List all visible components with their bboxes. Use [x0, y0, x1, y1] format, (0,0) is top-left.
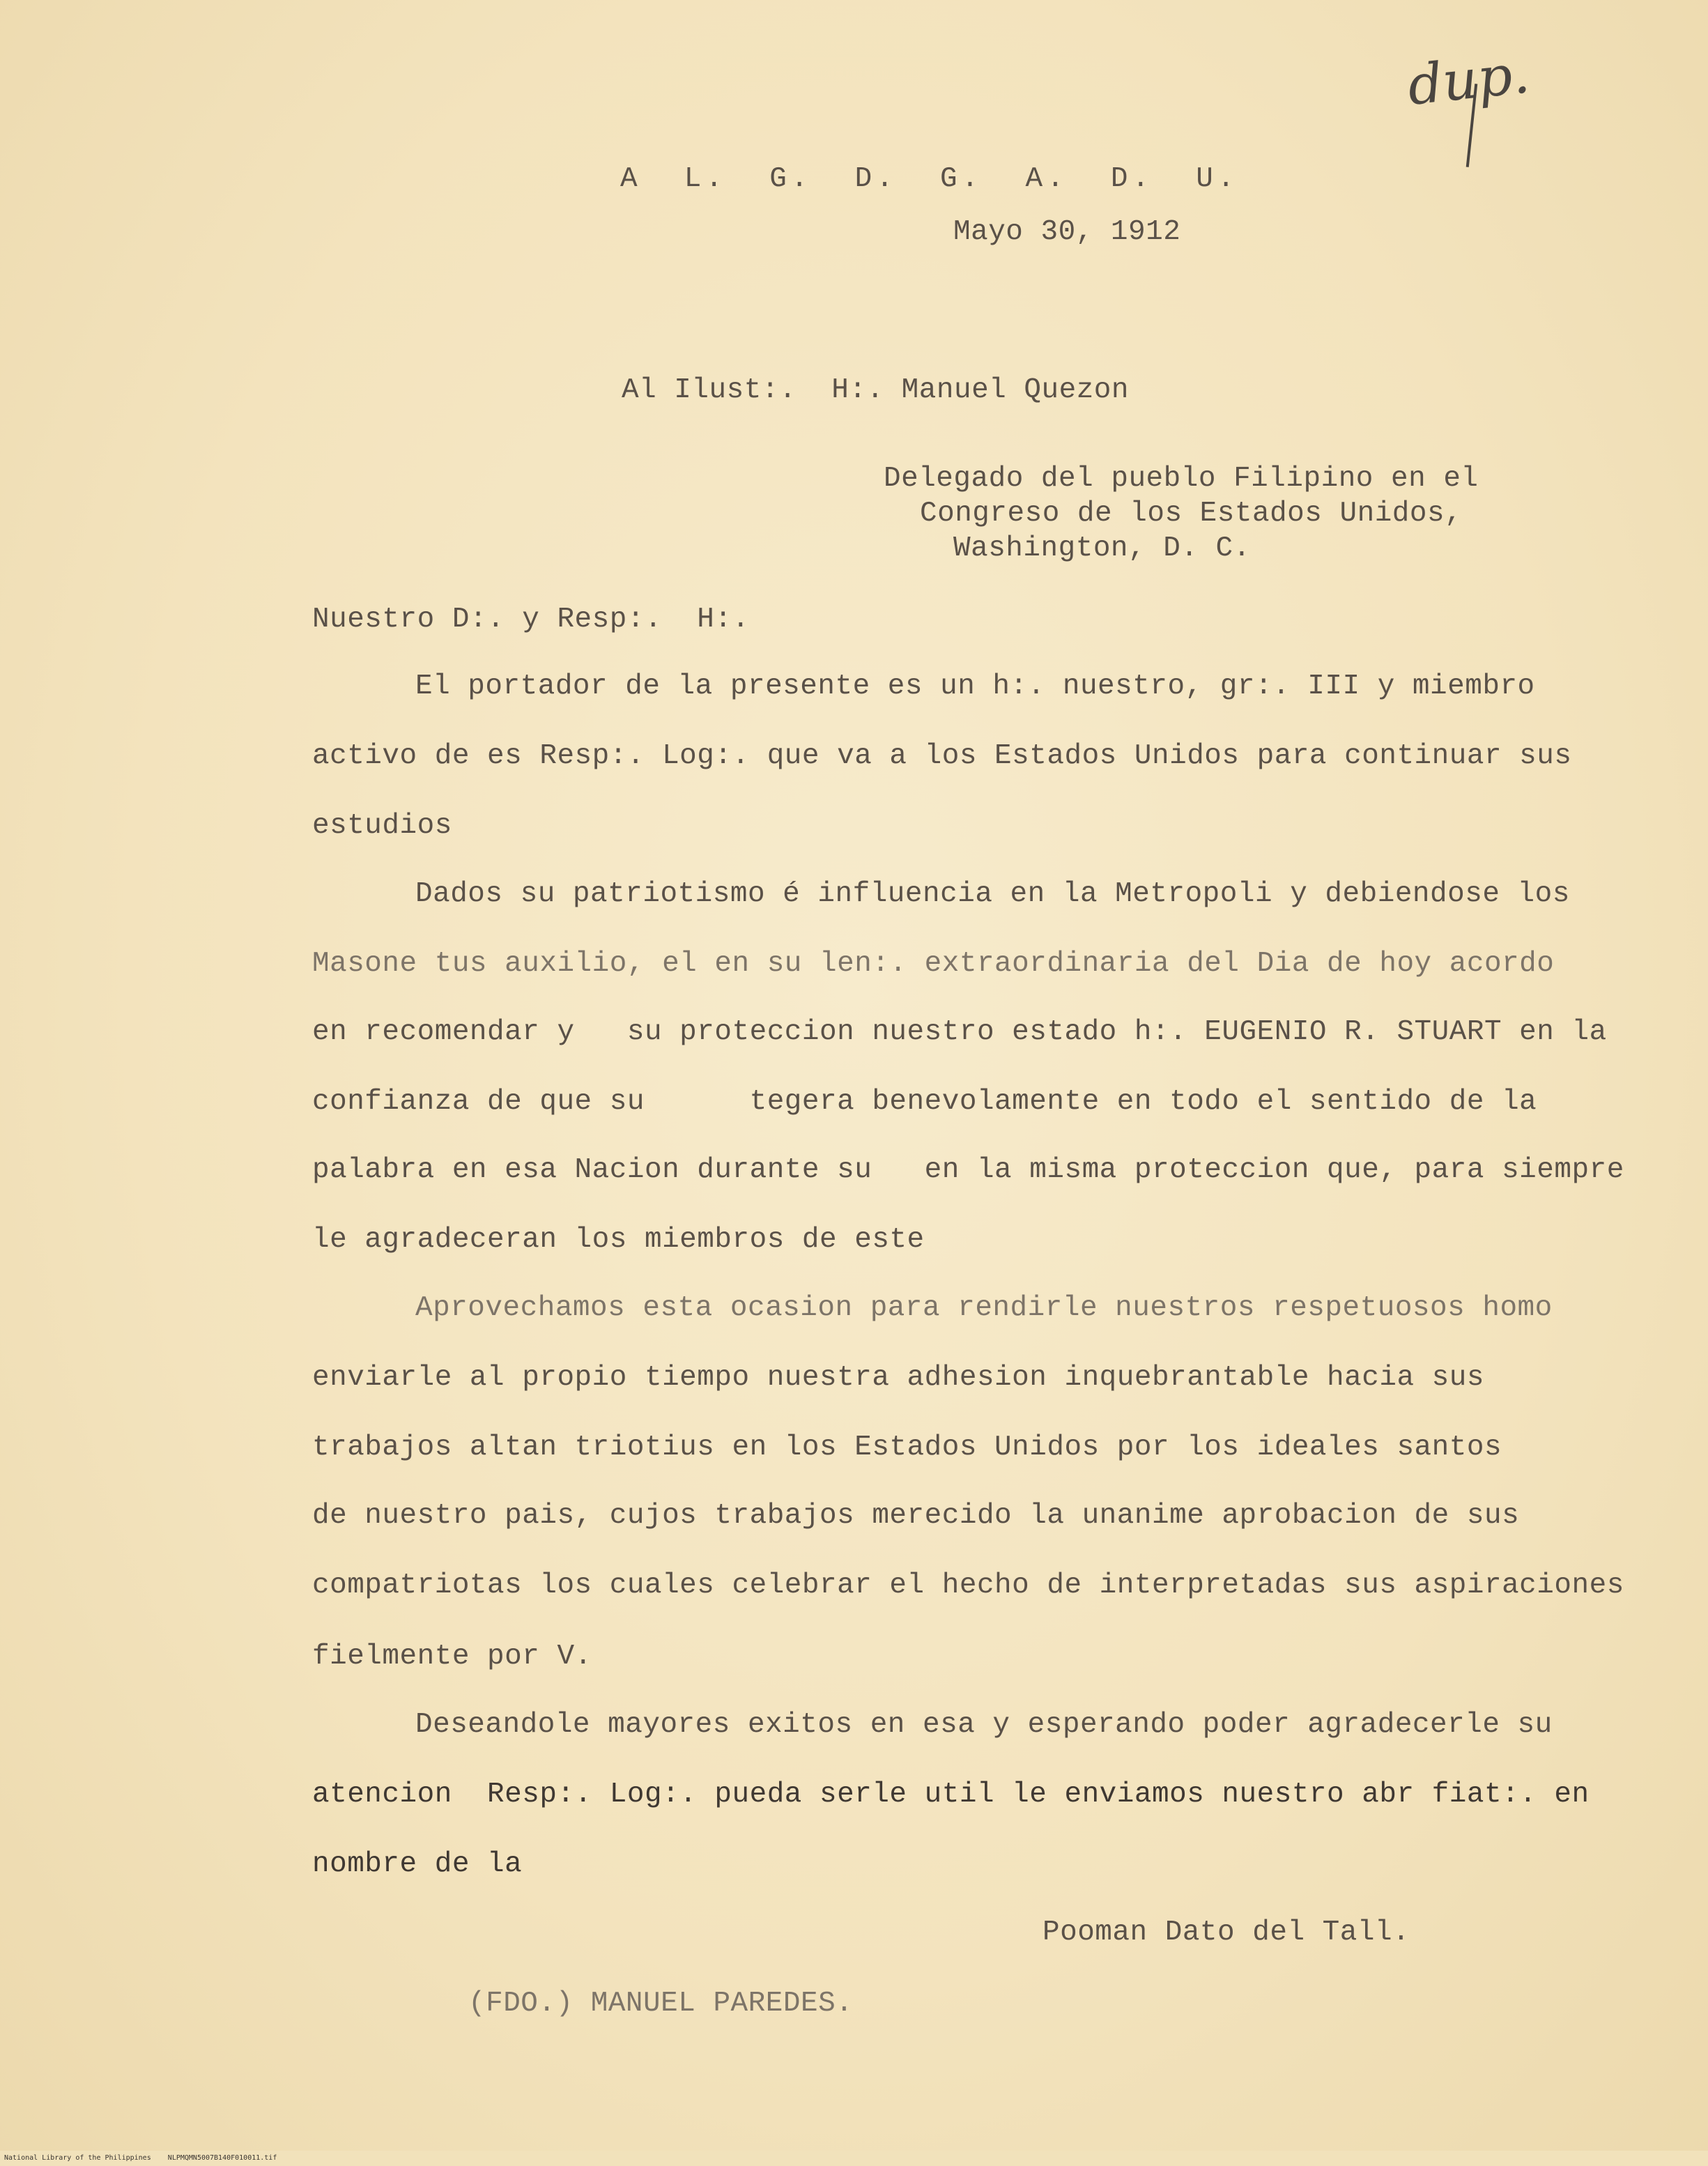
header-initials: A L. G. D. G. A. D. U.	[620, 163, 1239, 195]
body-line-10: Aprovechamos esta ocasion para rendirle nuestros respetuosos homo	[415, 1292, 1553, 1324]
addressee-title-line-3: Washington, D. C.	[953, 532, 1251, 564]
body-line-9: le agradeceran los miembros de este	[312, 1224, 925, 1256]
body-line-5: Masone tus auxilio, el en su len:. extraordinaria del Dia de hoy acordo	[312, 948, 1555, 980]
body-line-16: Deseandole mayores exitos en esa y esperando poder agradecerle su	[415, 1709, 1553, 1741]
body-line-6: en recomendar y su proteccion nuestro estado h:. EUGENIO R. STUART en la	[312, 1016, 1607, 1048]
body-line-4: Dados su patriotismo é influencia en la Metropoli y debiendose los	[415, 878, 1570, 910]
closing-line: Pooman Dato del Tall.	[1043, 1917, 1410, 1949]
letter-date: Mayo 30, 1912	[953, 216, 1181, 248]
body-line-13: de nuestro pais, cujos trabajos merecido la unanime aprobacion de sus	[312, 1500, 1520, 1532]
body-line-18: nombre de la	[312, 1848, 523, 1880]
body-line-14: compatriotas los cuales celebrar el hecho de interpretadas sus aspiraciones	[312, 1569, 1624, 1602]
body-line-1: El portador de la presente es un h:. nuestro, gr:. III y miembro	[415, 670, 1535, 702]
body-line-12: trabajos altan triotius en los Estados Unidos por los ideales santos	[312, 1431, 1502, 1464]
body-line-3: estudios	[312, 810, 452, 842]
archive-footer: National Library of the Philippines NLPMQMN5007B140F010011.tif	[4, 2154, 277, 2162]
signature-line: (FDO.) MANUEL PAREDES.	[468, 1988, 854, 2020]
addressee-title-line-1: Delegado del pueblo Filipino en el	[884, 463, 1479, 495]
body-line-8: palabra en esa Nacion durante su en la misma proteccion que, para siempre	[312, 1154, 1624, 1186]
body-line-11: enviarle al propio tiempo nuestra adhesion inquebrantable hacia sus	[312, 1362, 1484, 1394]
addressee-name: Al Ilust:. H:. Manuel Quezon	[622, 374, 1130, 406]
handwritten-annotation: dup.	[1404, 43, 1533, 118]
body-line-15: fielmente por V.	[312, 1641, 592, 1673]
salutation: Nuestro D:. y Resp:. H:.	[312, 604, 750, 636]
body-line-7: confianza de que su tegera benevolamente en todo el sentido de la	[312, 1086, 1537, 1118]
addressee-title-line-2: Congreso de los Estados Unidos,	[920, 498, 1463, 530]
body-line-17: atencion Resp:. Log:. pueda serle util le enviamos nuestro abr fiat:. en	[312, 1779, 1590, 1811]
body-line-2: activo de es Resp:. Log:. que va a los Estados Unidos para continuar sus	[312, 740, 1572, 772]
